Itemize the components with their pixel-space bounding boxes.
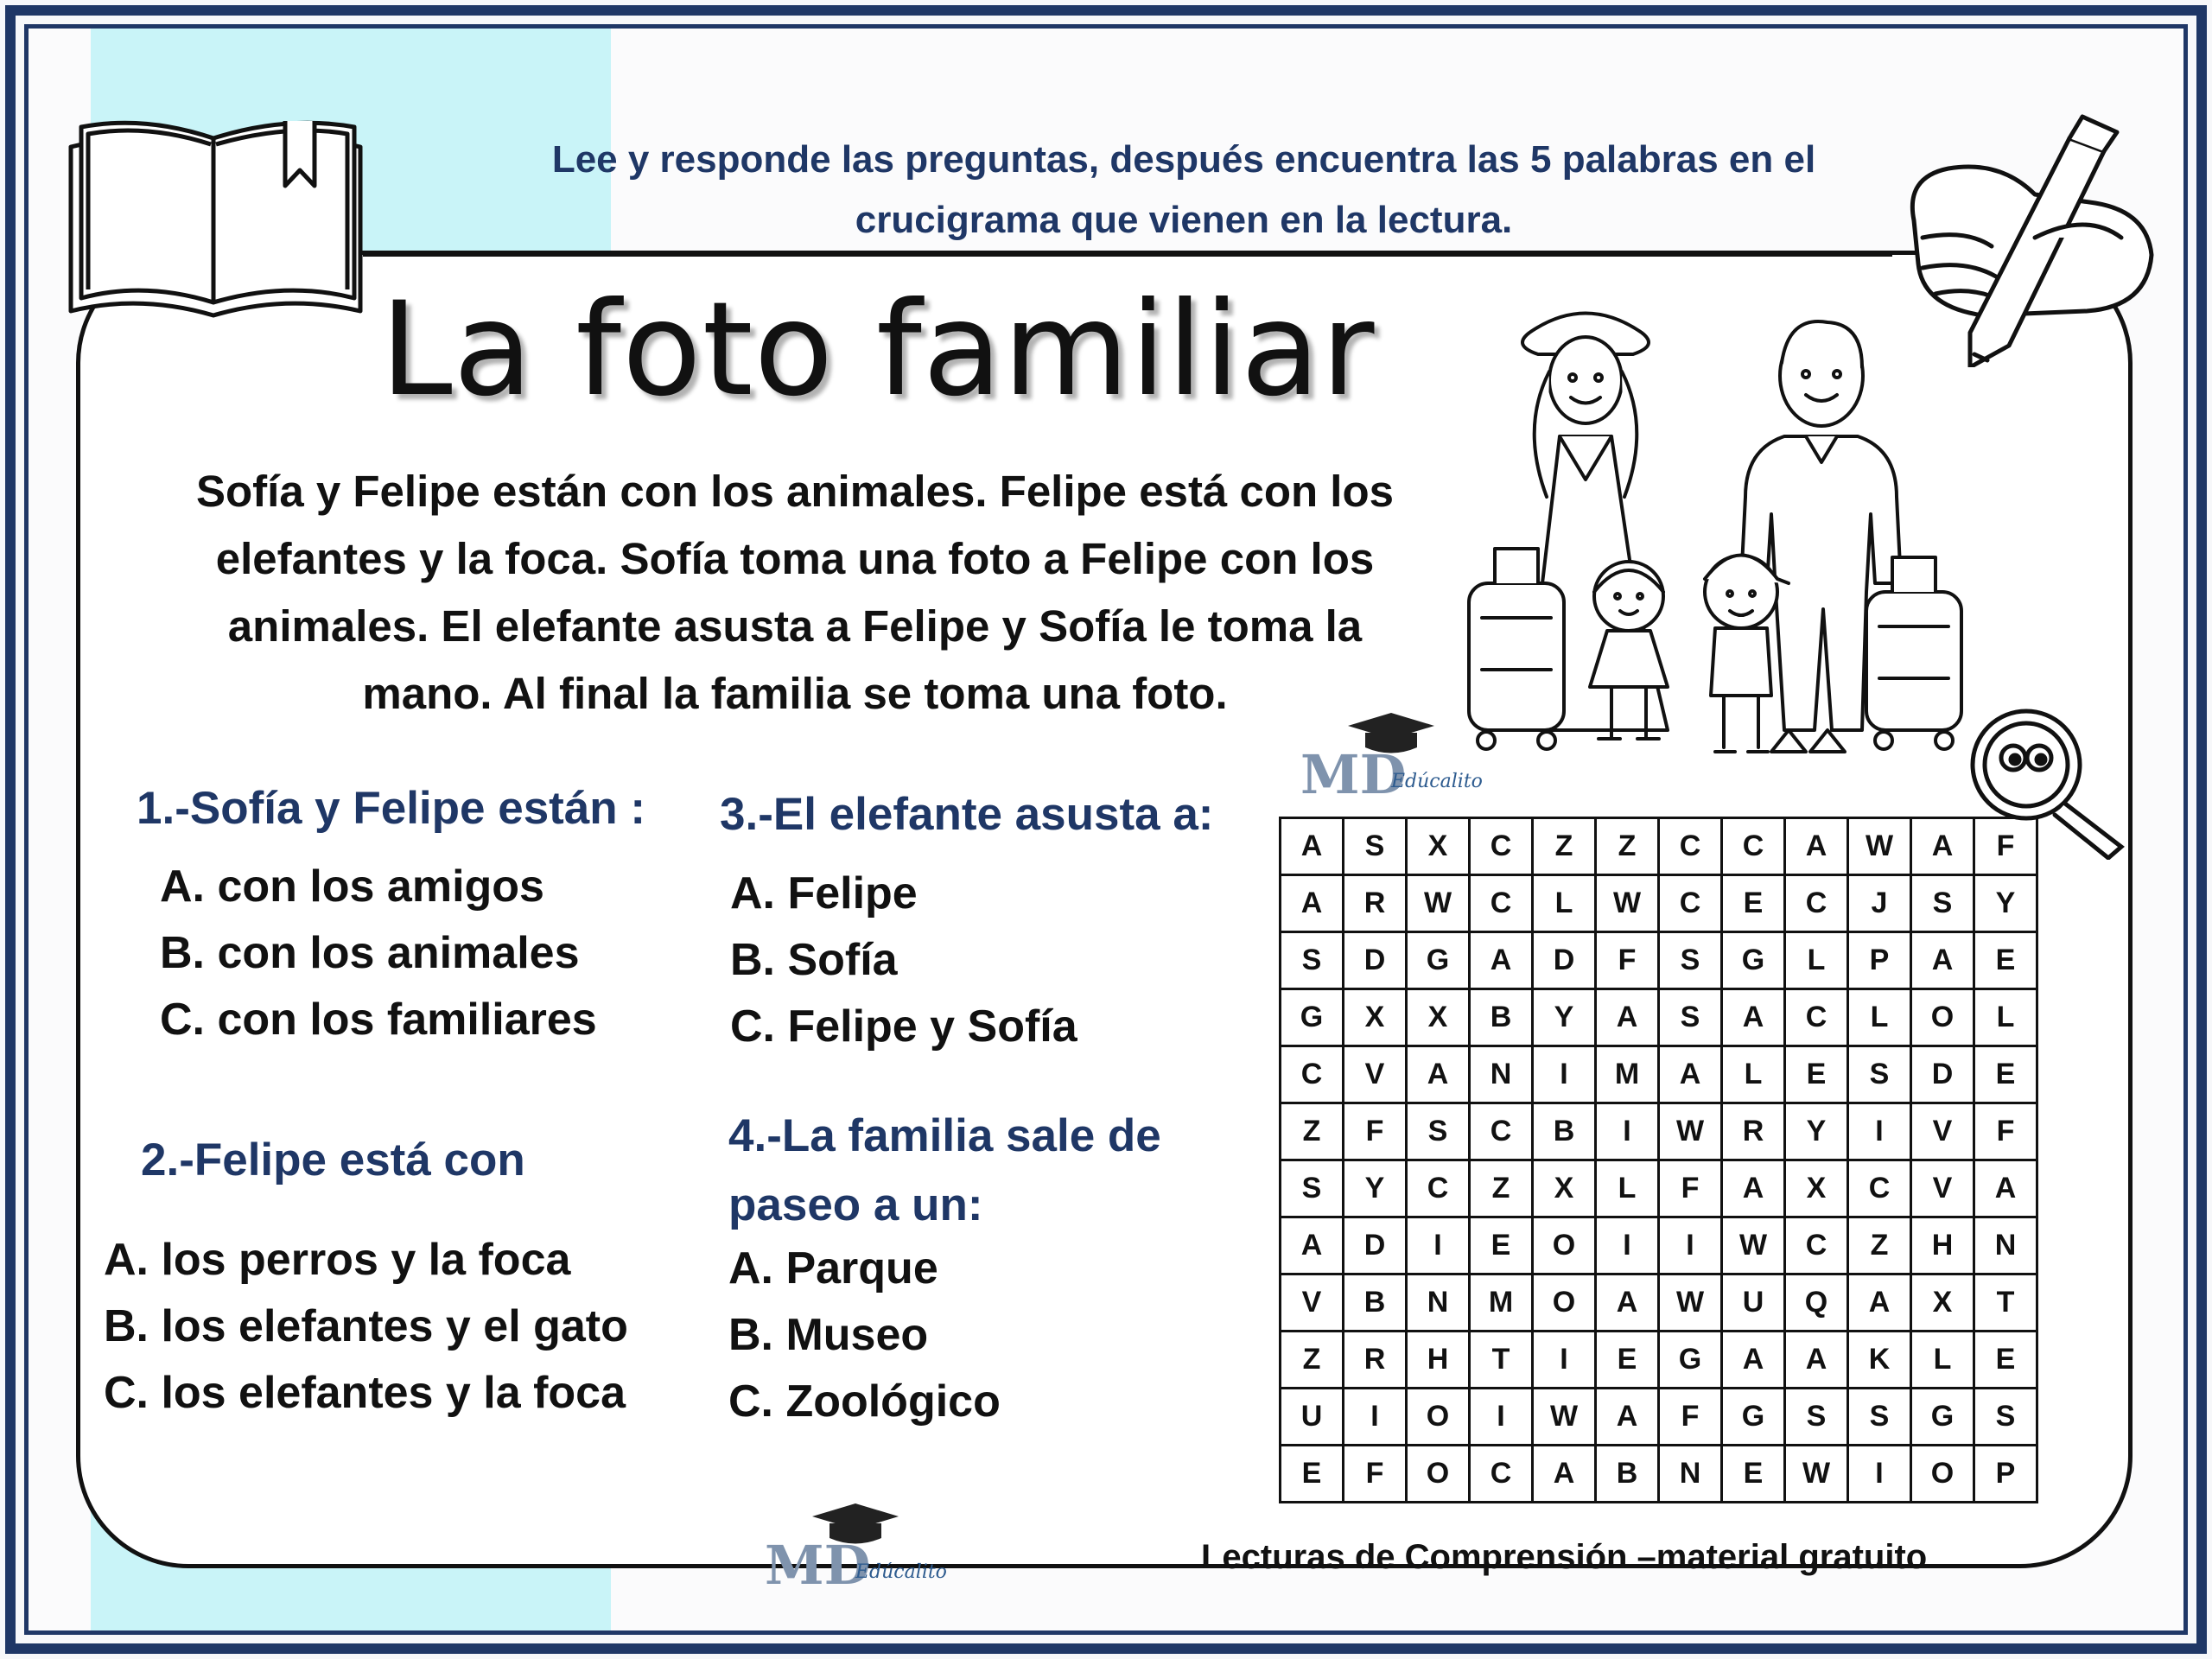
word-search-cell[interactable]: E bbox=[1974, 1332, 2037, 1389]
word-search-cell[interactable]: W bbox=[1848, 818, 1911, 875]
word-search-row bbox=[1281, 875, 2037, 932]
word-search-cell[interactable]: I bbox=[1659, 1217, 1722, 1274]
word-search-cell[interactable]: R bbox=[1722, 1103, 1785, 1160]
word-search-cell[interactable]: B bbox=[1470, 989, 1533, 1046]
word-search-cell[interactable]: G bbox=[1407, 932, 1470, 989]
question-2-option-c[interactable]: C. los elefantes y la foca bbox=[104, 1368, 626, 1418]
word-search-cell[interactable]: X bbox=[1533, 1160, 1596, 1217]
word-search-cell[interactable]: C bbox=[1722, 818, 1785, 875]
word-search-cell[interactable]: F bbox=[1344, 1103, 1407, 1160]
word-search-cell[interactable]: E bbox=[1974, 1046, 2037, 1103]
word-search-cell[interactable]: C bbox=[1470, 818, 1533, 875]
question-1-option-b[interactable]: B. con los animales bbox=[160, 928, 580, 978]
word-search-cell[interactable]: I bbox=[1344, 1389, 1407, 1446]
word-search-cell[interactable]: U bbox=[1722, 1274, 1785, 1332]
word-search-cell[interactable]: G bbox=[1722, 1389, 1785, 1446]
word-search-cell[interactable]: S bbox=[1785, 1389, 1848, 1446]
word-search-row bbox=[1281, 1274, 2037, 1332]
word-search-cell[interactable]: A bbox=[1785, 818, 1848, 875]
question-4-heading-line-2: paseo a un: bbox=[728, 1179, 983, 1230]
word-search-cell[interactable]: S bbox=[1281, 932, 1344, 989]
instructions-line-1: Lee y responde las preguntas, después encuentra las 5 palabras en el bbox=[551, 138, 1816, 181]
word-search-cell[interactable]: D bbox=[1911, 1046, 1974, 1103]
word-search-cell[interactable]: U bbox=[1281, 1389, 1344, 1446]
word-search-cell[interactable]: N bbox=[1407, 1274, 1470, 1332]
word-search-cell[interactable]: C bbox=[1407, 1160, 1470, 1217]
logo-script: Edúcalito bbox=[855, 1561, 947, 1583]
word-search-cell[interactable]: G bbox=[1722, 932, 1785, 989]
word-search-cell[interactable]: A bbox=[1596, 1389, 1659, 1446]
question-4-option-c[interactable]: C. Zoológico bbox=[728, 1376, 1001, 1427]
word-search-cell[interactable]: C bbox=[1281, 1046, 1344, 1103]
logo-bottom bbox=[760, 1499, 968, 1597]
word-search-cell[interactable]: N bbox=[1470, 1046, 1533, 1103]
question-1-options bbox=[160, 854, 597, 1053]
word-search-cell[interactable]: S bbox=[1848, 1046, 1911, 1103]
word-search-cell[interactable]: D bbox=[1344, 932, 1407, 989]
word-search-cell[interactable]: A bbox=[1722, 1332, 1785, 1389]
word-search-row bbox=[1281, 1046, 2037, 1103]
word-search-cell[interactable]: X bbox=[1407, 818, 1470, 875]
word-search-cell[interactable]: Y bbox=[1785, 1103, 1848, 1160]
word-search-cell[interactable]: D bbox=[1533, 932, 1596, 989]
word-search-cell[interactable]: I bbox=[1596, 1103, 1659, 1160]
word-search-cell[interactable]: A bbox=[1470, 932, 1533, 989]
word-search-cell[interactable]: I bbox=[1470, 1389, 1533, 1446]
word-search-cell[interactable]: E bbox=[1722, 875, 1785, 932]
question-4-heading-line-1: 4.-La familia sale de bbox=[728, 1110, 1161, 1161]
word-search-cell[interactable]: W bbox=[1785, 1446, 1848, 1503]
question-3-option-c[interactable]: C. Felipe y Sofía bbox=[730, 1001, 1077, 1052]
word-search-cell[interactable]: L bbox=[1596, 1160, 1659, 1217]
word-search-cell[interactable]: O bbox=[1533, 1217, 1596, 1274]
word-search-cell[interactable]: H bbox=[1407, 1332, 1470, 1389]
word-search-cell[interactable]: A bbox=[1974, 1160, 2037, 1217]
footer-credit: Lecturas de Comprensión –material gratuito bbox=[1201, 1538, 1928, 1576]
word-search-cell[interactable]: A bbox=[1407, 1046, 1470, 1103]
word-search-cell[interactable]: M bbox=[1470, 1274, 1533, 1332]
word-search-cell[interactable]: W bbox=[1596, 875, 1659, 932]
question-1-heading: 1.-Sofía y Felipe están : bbox=[137, 783, 646, 834]
word-search-cell[interactable]: B bbox=[1533, 1103, 1596, 1160]
word-search-row bbox=[1281, 1217, 2037, 1274]
word-search-row bbox=[1281, 989, 2037, 1046]
word-search-cell[interactable]: V bbox=[1281, 1274, 1344, 1332]
word-search-cell[interactable]: F bbox=[1974, 818, 2037, 875]
instructions-line-2: crucigrama que vienen en la lectura. bbox=[855, 199, 1513, 241]
word-search-cell[interactable]: E bbox=[1785, 1046, 1848, 1103]
word-search-row bbox=[1281, 1160, 2037, 1217]
word-search-cell[interactable]: I bbox=[1848, 1446, 1911, 1503]
word-search-cell[interactable]: O bbox=[1407, 1446, 1470, 1503]
word-search-cell[interactable]: S bbox=[1344, 818, 1407, 875]
word-search-cell[interactable]: O bbox=[1407, 1389, 1470, 1446]
word-search-cell[interactable]: A bbox=[1281, 1217, 1344, 1274]
word-search-cell[interactable]: A bbox=[1281, 875, 1344, 932]
word-search-cell[interactable]: I bbox=[1533, 1046, 1596, 1103]
reading-line-1: Sofía y Felipe están con los animales. Felipe está con los bbox=[196, 467, 1394, 516]
question-1-option-c[interactable]: C. con los familiares bbox=[160, 995, 597, 1045]
word-search-cell[interactable]: A bbox=[1785, 1332, 1848, 1389]
reading-line-3: animales. El elefante asusta a Felipe y Sofía le toma la bbox=[227, 601, 1363, 651]
word-search-cell[interactable]: E bbox=[1974, 932, 2037, 989]
word-search-cell[interactable]: L bbox=[1722, 1046, 1785, 1103]
question-3-options bbox=[730, 861, 1077, 1060]
word-search-cell[interactable]: P bbox=[1848, 932, 1911, 989]
logo-mark: MD bbox=[1300, 743, 1407, 806]
word-search-cell[interactable]: A bbox=[1722, 1160, 1785, 1217]
question-4-option-b[interactable]: B. Museo bbox=[728, 1310, 929, 1360]
word-search-cell[interactable]: H bbox=[1911, 1217, 1974, 1274]
word-search-cell[interactable]: L bbox=[1533, 875, 1596, 932]
question-4-option-a[interactable]: A. Parque bbox=[728, 1243, 938, 1294]
word-search-cell[interactable]: M bbox=[1596, 1046, 1659, 1103]
word-search-cell[interactable]: E bbox=[1722, 1446, 1785, 1503]
word-search-cell[interactable]: C bbox=[1470, 1446, 1533, 1503]
word-search-cell[interactable]: L bbox=[1911, 1332, 1974, 1389]
word-search-cell[interactable]: I bbox=[1533, 1332, 1596, 1389]
word-search-row bbox=[1281, 1332, 2037, 1389]
instructions bbox=[406, 130, 1961, 251]
logo-top bbox=[1296, 709, 1503, 804]
word-search-cell[interactable]: Z bbox=[1848, 1217, 1911, 1274]
word-search-cell[interactable]: W bbox=[1722, 1217, 1785, 1274]
question-4-heading bbox=[728, 1102, 1161, 1240]
word-search-cell[interactable]: C bbox=[1470, 875, 1533, 932]
card-top-line bbox=[363, 252, 1892, 257]
word-search-cell[interactable]: A bbox=[1281, 818, 1344, 875]
word-search-row bbox=[1281, 1103, 2037, 1160]
question-4-options bbox=[728, 1236, 1001, 1435]
word-search-cell[interactable]: G bbox=[1659, 1332, 1722, 1389]
question-3-heading: 3.-El elefante asusta a: bbox=[720, 789, 1214, 840]
word-search-grid bbox=[1279, 817, 2038, 1503]
word-search-cell[interactable]: E bbox=[1281, 1446, 1344, 1503]
word-search-cell[interactable]: O bbox=[1533, 1274, 1596, 1332]
word-search-cell[interactable]: T bbox=[1470, 1332, 1533, 1389]
word-search-cell[interactable]: F bbox=[1974, 1103, 2037, 1160]
reading-passage bbox=[147, 458, 1443, 728]
word-search-cell[interactable]: G bbox=[1281, 989, 1344, 1046]
word-search-cell[interactable]: A bbox=[1911, 818, 1974, 875]
logo-mark: MD bbox=[765, 1534, 871, 1597]
word-search-cell[interactable]: I bbox=[1848, 1103, 1911, 1160]
word-search-cell[interactable]: F bbox=[1659, 1160, 1722, 1217]
open-book-icon bbox=[62, 117, 373, 324]
word-search-cell[interactable]: V bbox=[1911, 1160, 1974, 1217]
word-search-cell[interactable]: E bbox=[1596, 1332, 1659, 1389]
word-search-cell[interactable]: E bbox=[1470, 1217, 1533, 1274]
question-2-option-b[interactable]: B. los elefantes y el gato bbox=[104, 1301, 628, 1351]
word-search-cell[interactable]: I bbox=[1407, 1217, 1470, 1274]
word-search-cell[interactable]: N bbox=[1659, 1446, 1722, 1503]
word-search-cell[interactable]: C bbox=[1659, 875, 1722, 932]
word-search-cell[interactable]: S bbox=[1281, 1160, 1344, 1217]
word-search-cell[interactable]: A bbox=[1596, 989, 1659, 1046]
word-search-row bbox=[1281, 1446, 2037, 1503]
word-search-cell[interactable]: C bbox=[1848, 1160, 1911, 1217]
question-2-option-a[interactable]: A. los perros y la foca bbox=[104, 1235, 571, 1285]
word-search-cell[interactable]: R bbox=[1344, 1332, 1407, 1389]
word-search-row bbox=[1281, 1389, 2037, 1446]
word-search-cell[interactable]: C bbox=[1785, 989, 1848, 1046]
word-search-cell[interactable]: S bbox=[1407, 1103, 1470, 1160]
word-search-cell[interactable]: L bbox=[1974, 989, 2037, 1046]
word-search-cell[interactable]: J bbox=[1848, 875, 1911, 932]
word-search-cell[interactable]: T bbox=[1974, 1274, 2037, 1332]
word-search-cell[interactable]: O bbox=[1911, 1446, 1974, 1503]
word-search-cell[interactable]: S bbox=[1659, 932, 1722, 989]
word-search-cell[interactable]: S bbox=[1848, 1389, 1911, 1446]
word-search-cell[interactable]: V bbox=[1344, 1046, 1407, 1103]
word-search-cell[interactable]: D bbox=[1344, 1217, 1407, 1274]
word-search-cell[interactable]: R bbox=[1344, 875, 1407, 932]
word-search-cell[interactable]: W bbox=[1659, 1103, 1722, 1160]
question-1-option-a[interactable]: A. con los amigos bbox=[160, 861, 544, 912]
word-search-cell[interactable]: F bbox=[1344, 1446, 1407, 1503]
word-search-cell[interactable]: I bbox=[1596, 1217, 1659, 1274]
reading-line-2: elefantes y la foca. Sofía toma una foto a Felipe con los bbox=[215, 534, 1375, 583]
word-search-cell[interactable]: X bbox=[1407, 989, 1470, 1046]
word-search-cell[interactable]: L bbox=[1848, 989, 1911, 1046]
question-3-option-b[interactable]: B. Sofía bbox=[730, 935, 898, 985]
question-3-option-a[interactable]: A. Felipe bbox=[730, 868, 918, 918]
question-2-options bbox=[104, 1227, 628, 1427]
word-search-cell[interactable]: C bbox=[1785, 875, 1848, 932]
word-search-cell[interactable]: Z bbox=[1281, 1332, 1344, 1389]
word-search-cell[interactable]: Y bbox=[1533, 989, 1596, 1046]
word-search-cell[interactable]: O bbox=[1911, 989, 1974, 1046]
word-search-cell[interactable]: B bbox=[1344, 1274, 1407, 1332]
word-search-cell[interactable]: V bbox=[1911, 1103, 1974, 1160]
word-search-row bbox=[1281, 818, 2037, 875]
word-search-cell[interactable]: Q bbox=[1785, 1274, 1848, 1332]
word-search-cell[interactable]: A bbox=[1722, 989, 1785, 1046]
word-search-cell[interactable]: A bbox=[1659, 1046, 1722, 1103]
word-search-cell[interactable]: P bbox=[1974, 1446, 2037, 1503]
word-search-cell[interactable]: A bbox=[1911, 932, 1974, 989]
word-search-cell[interactable]: F bbox=[1596, 932, 1659, 989]
word-search-cell[interactable]: Y bbox=[1344, 1160, 1407, 1217]
word-search-cell[interactable]: L bbox=[1785, 932, 1848, 989]
question-2-heading: 2.-Felipe está con bbox=[141, 1135, 525, 1185]
word-search-cell[interactable]: N bbox=[1974, 1217, 2037, 1274]
word-search-cell[interactable]: B bbox=[1596, 1446, 1659, 1503]
logo-script: Edúcalito bbox=[1391, 771, 1483, 792]
word-search-cell[interactable]: X bbox=[1344, 989, 1407, 1046]
word-search-cell[interactable]: F bbox=[1659, 1389, 1722, 1446]
word-search-cell[interactable]: S bbox=[1659, 989, 1722, 1046]
reading-line-4: mano. Al final la familia se toma una foto. bbox=[362, 669, 1228, 718]
word-search-cell[interactable]: A bbox=[1848, 1274, 1911, 1332]
word-search-cell[interactable]: Z bbox=[1470, 1160, 1533, 1217]
word-search-cell[interactable]: W bbox=[1407, 875, 1470, 932]
word-search-row bbox=[1281, 932, 2037, 989]
word-search-cell[interactable]: W bbox=[1659, 1274, 1722, 1332]
word-search-cell[interactable]: A bbox=[1533, 1446, 1596, 1503]
word-search-cell[interactable]: S bbox=[1911, 875, 1974, 932]
page-title: La foto familiar bbox=[380, 275, 1376, 425]
word-search-cell[interactable]: Y bbox=[1974, 875, 2037, 932]
word-search-cell[interactable]: C bbox=[1785, 1217, 1848, 1274]
word-search-cell[interactable]: G bbox=[1911, 1389, 1974, 1446]
word-search-cell[interactable]: A bbox=[1596, 1274, 1659, 1332]
word-search-cell[interactable]: W bbox=[1533, 1389, 1596, 1446]
word-search-cell[interactable]: C bbox=[1659, 818, 1722, 875]
word-search-cell[interactable]: Z bbox=[1533, 818, 1596, 875]
word-search-cell[interactable]: Z bbox=[1596, 818, 1659, 875]
word-search-cell[interactable]: Z bbox=[1281, 1103, 1344, 1160]
word-search-cell[interactable]: S bbox=[1974, 1389, 2037, 1446]
family-illustration bbox=[1460, 298, 1970, 769]
word-search-cell[interactable]: X bbox=[1785, 1160, 1848, 1217]
word-search-cell[interactable]: C bbox=[1470, 1103, 1533, 1160]
word-search-cell[interactable]: K bbox=[1848, 1332, 1911, 1389]
word-search-cell[interactable]: X bbox=[1911, 1274, 1974, 1332]
